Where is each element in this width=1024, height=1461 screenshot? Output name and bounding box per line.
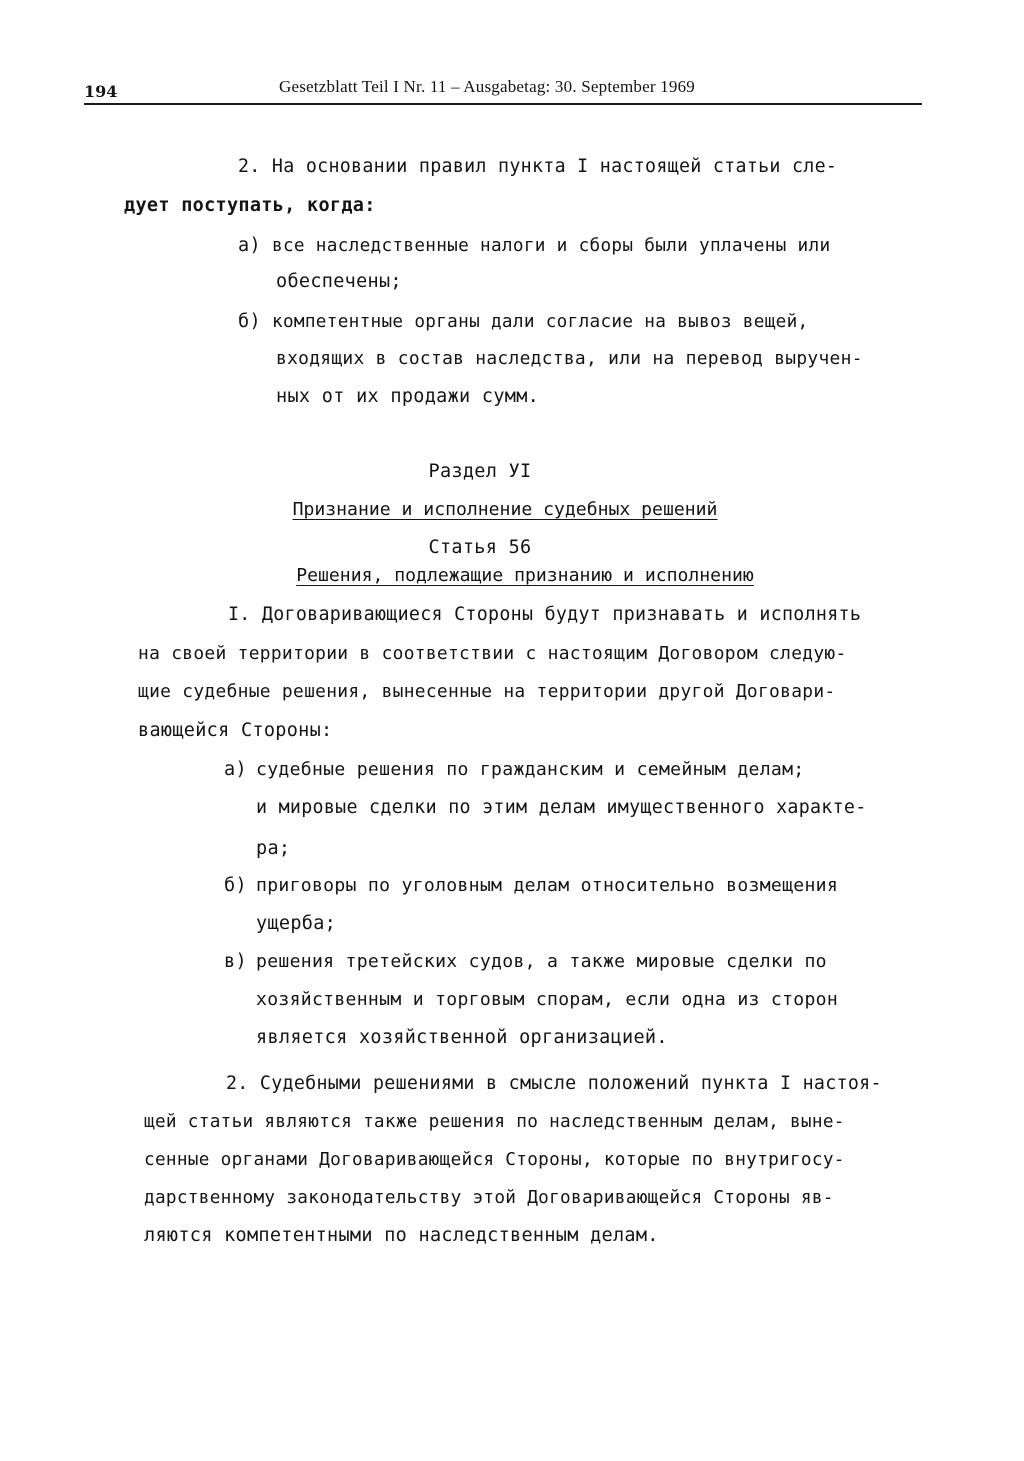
list-item-line: входящих в состав наследства, или на перевод выручен- — [276, 348, 863, 369]
header-rule — [84, 103, 922, 105]
list-marker: б) — [224, 875, 247, 896]
list-item-line: судебные решения по гражданским и семейным делам; — [256, 759, 805, 780]
list-marker: в) — [224, 951, 247, 972]
paragraph-line: I. Договаривающиеся Стороны будут признавать и исполнять — [228, 604, 862, 625]
list-item-line: хозяйственным и торговым спорам, если одна из сторон — [256, 989, 839, 1010]
paragraph-line: на своей территории в соответствии с настоящим Договором следую- — [138, 643, 847, 664]
list-item-line: является хозяйственной организацией. — [256, 1027, 668, 1048]
paragraph-line: 2. Судебными решениями в смысле положений пункта I настоя- — [226, 1073, 882, 1094]
list-item-line: и мировые сделки по этим делам имущественного характе- — [256, 797, 867, 818]
article-title: Решения, подлежащие признанию и исполнению — [296, 565, 754, 586]
paragraph-line: ляются компетентными по наследственным делам. — [144, 1225, 659, 1246]
list-item-line: обеспечены; — [276, 271, 402, 292]
paragraph-line: щей статьи являются также решения по наследственным делам, выне- — [144, 1112, 845, 1132]
article-number: Статья 56 — [428, 537, 532, 558]
paragraph-line: дует поступать, когда: — [124, 195, 376, 216]
list-item-line: компетентные органы дали согласие на вывоз вещей, — [272, 312, 809, 332]
section-subtitle: Признание и исполнение судебных решений — [292, 499, 718, 520]
list-marker: а) — [238, 235, 261, 256]
section-title: Раздел УI — [428, 461, 532, 482]
list-marker: б) — [238, 311, 261, 332]
list-item-line: ущерба; — [256, 913, 337, 934]
list-item-line: приговоры по уголовным делам относительно возмещения — [256, 875, 839, 896]
page-number: 194 — [84, 82, 118, 101]
list-item-line: ра; — [256, 838, 291, 859]
paragraph-line: дарственному законодательству этой Договаривающейся Стороны яв- — [144, 1188, 834, 1208]
paragraph-line: 2. На основании правил пункта I настоящей статьи сле- — [238, 156, 838, 177]
list-item-line: решения третейских судов, а также мировые сделки по — [256, 951, 827, 972]
gazette-header: Gesetzblatt Teil I Nr. 11 – Ausgabetag: 30. September 1969 — [279, 77, 695, 96]
list-item-line: ных от их продажи сумм. — [276, 386, 540, 407]
list-marker: а) — [224, 759, 247, 780]
paragraph-line: сенные органами Договаривающейся Стороны, которые по внутригосу- — [144, 1150, 845, 1170]
paragraph-line: щие судебные решения, вынесенные на территории другой Договари- — [138, 681, 836, 702]
list-item-line: все наследственные налоги и сборы были уплачены или — [272, 236, 831, 256]
paragraph-line: вающейся Стороны: — [138, 720, 333, 741]
